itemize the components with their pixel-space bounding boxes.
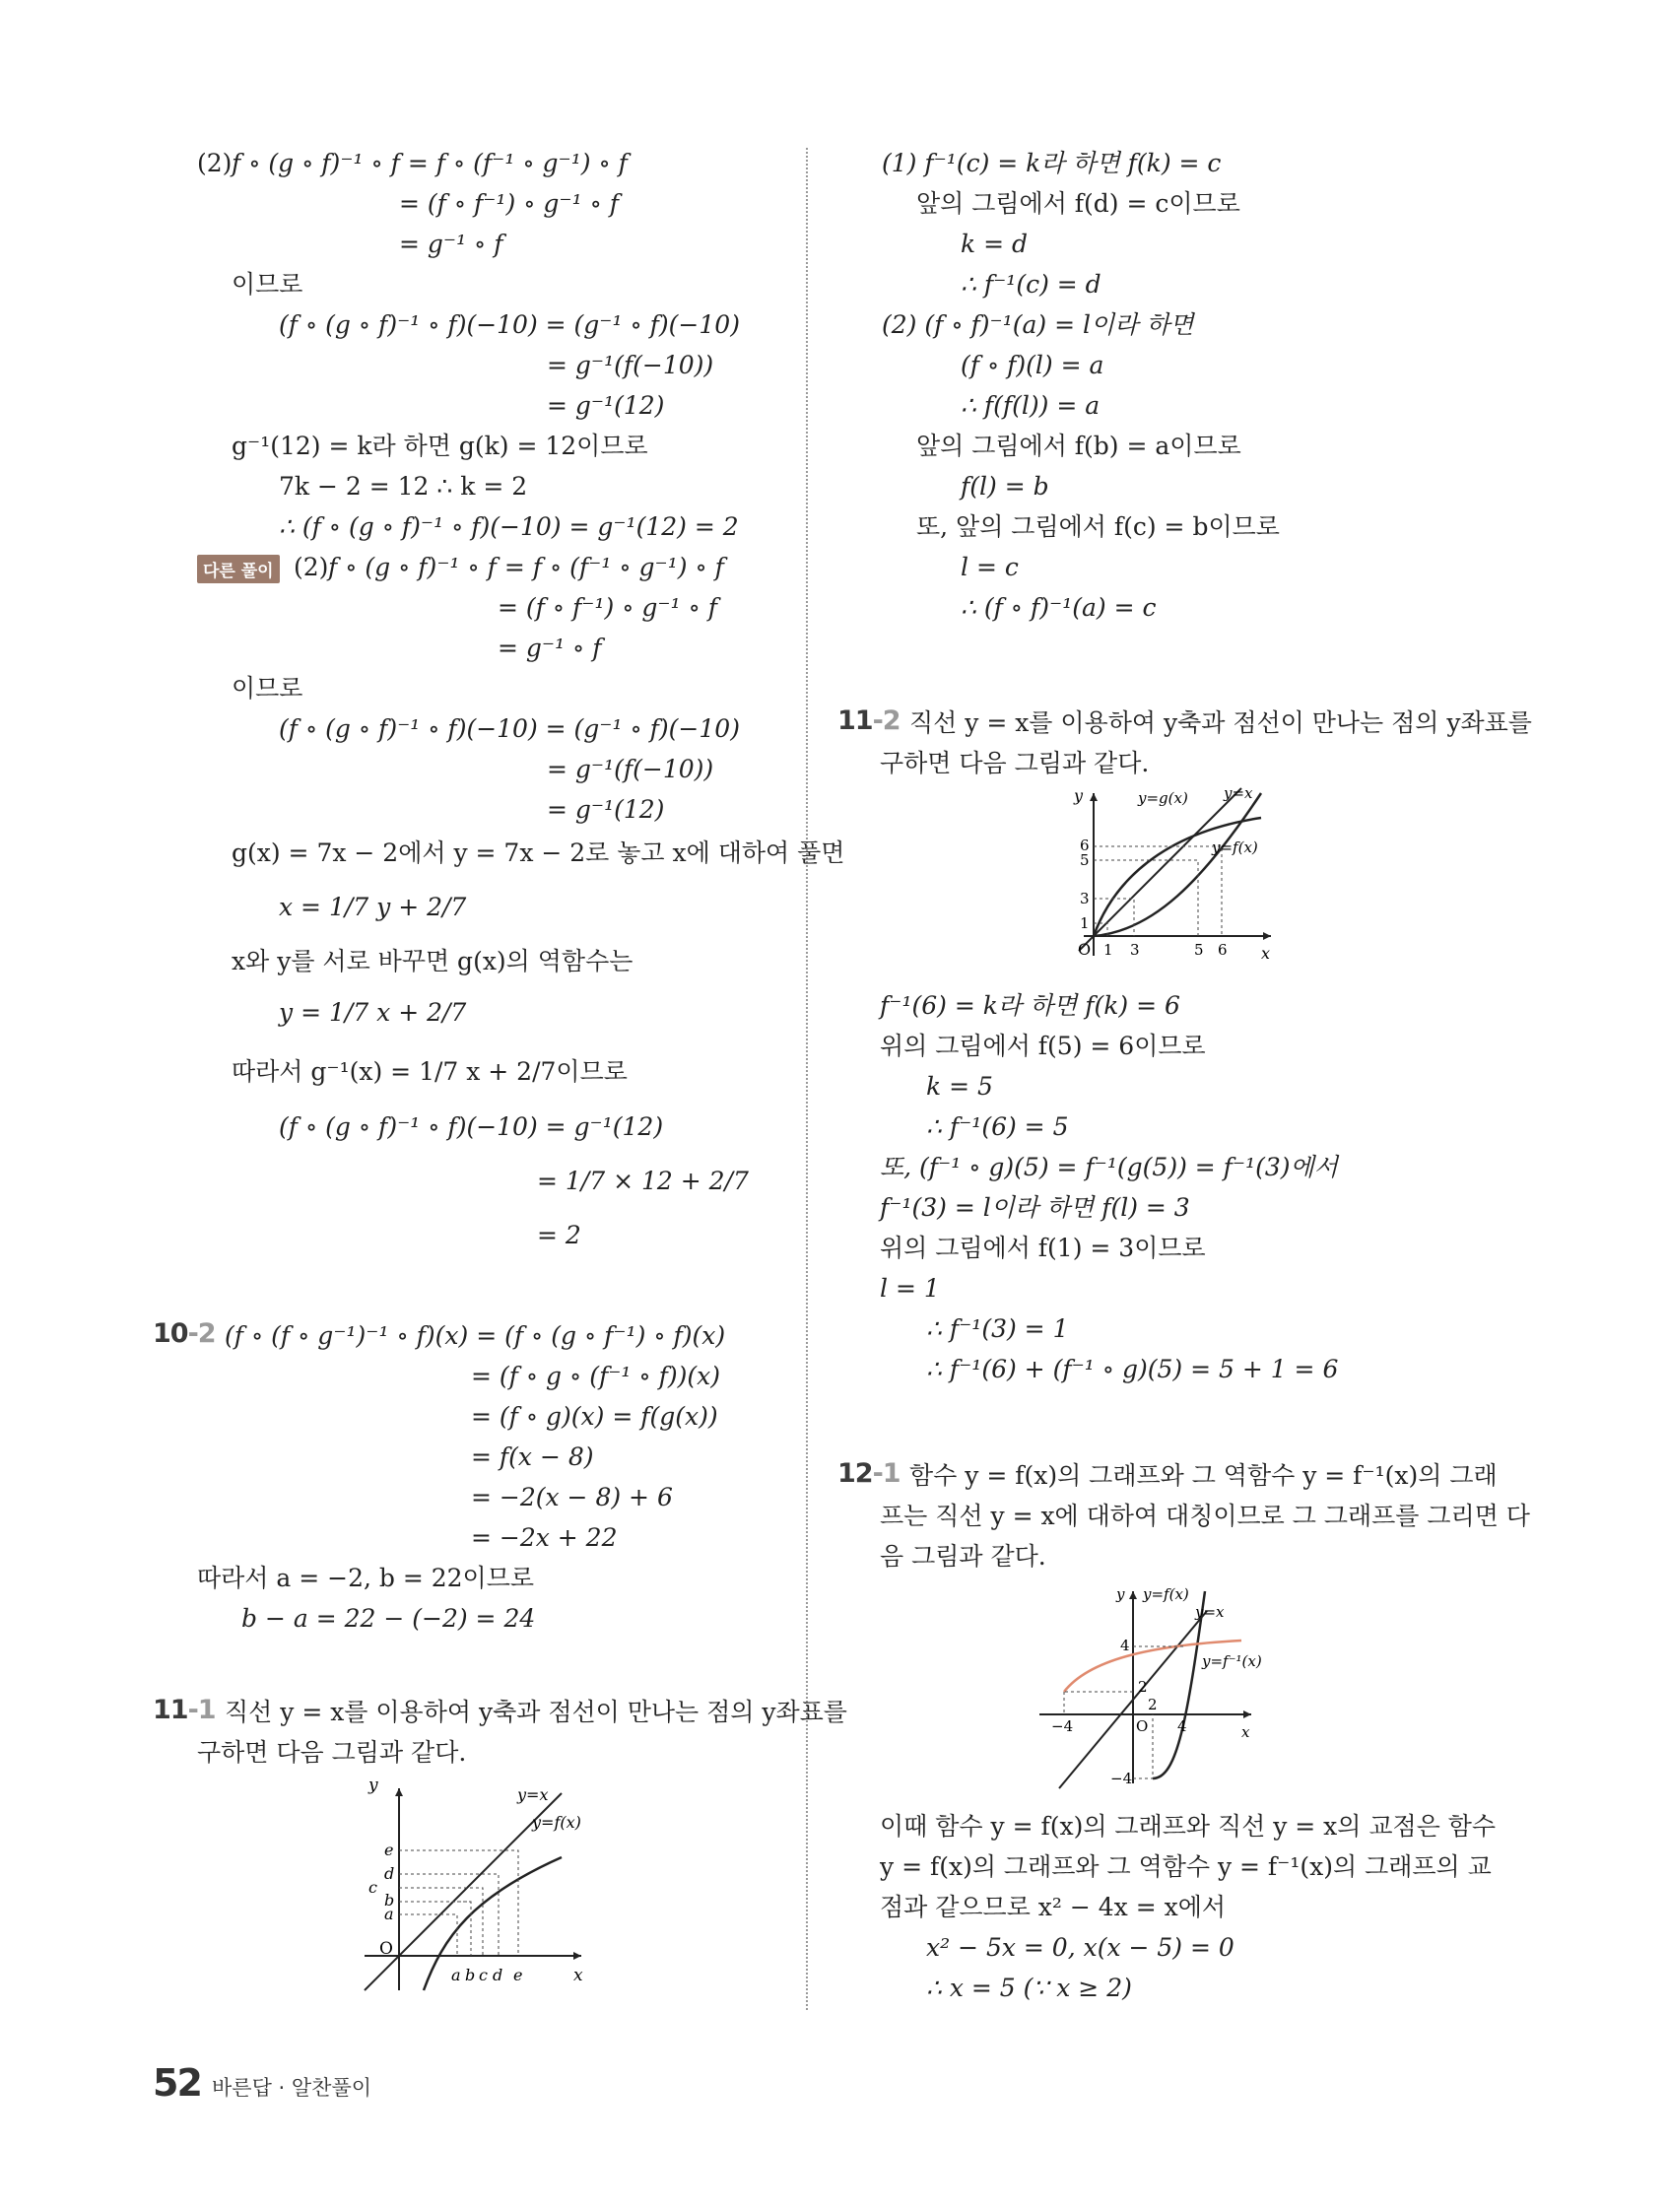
text-line: g(x) = 7x − 2에서 y = 7x − 2로 놓고 x에 대하여 풀면 xyxy=(232,838,845,867)
problem-number: 12-1 xyxy=(837,1458,901,1489)
origin-label: O xyxy=(1078,940,1092,959)
equation-line: = (f ∘ f⁻¹) ∘ g⁻¹ ∘ f xyxy=(399,189,620,218)
y-tick: d xyxy=(384,1864,395,1883)
equation-line: f ∘ (g ∘ f)⁻¹ ∘ f = f ∘ (f⁻¹ ∘ g⁻¹) ∘ f xyxy=(232,149,628,177)
equation-line: = f(x − 8) xyxy=(471,1442,594,1471)
y-tick: 1 xyxy=(1080,914,1090,932)
equation-line: = g⁻¹ ∘ f xyxy=(498,634,602,662)
text-line: 앞의 그림에서 f(b) = a이므로 xyxy=(916,432,1241,460)
y-axis-label: y xyxy=(368,1778,378,1795)
equation-line: k = d xyxy=(961,230,1028,258)
y-tick: a xyxy=(384,1905,394,1923)
equation-line: = −2(x − 8) + 6 xyxy=(471,1483,673,1511)
x-tick: 6 xyxy=(1218,941,1228,959)
text-line: 구하면 다음 그림과 같다. xyxy=(880,749,1150,777)
equation-line: (2) (f ∘ f)⁻¹(a) = l이라 하면 xyxy=(882,310,1194,339)
x-tick: b xyxy=(465,1966,476,1984)
y-axis-label: y xyxy=(1116,1585,1125,1603)
origin-label: O xyxy=(379,1939,393,1959)
equation-line: = (f ∘ g)(x) = f(g(x)) xyxy=(471,1402,718,1431)
equation-line: = g⁻¹(12) xyxy=(547,391,665,420)
equation-line: ∴ (f ∘ f)⁻¹(a) = c xyxy=(961,593,1157,622)
y-tick: 4 xyxy=(1120,1637,1130,1654)
equation-line: ∴ f⁻¹(6) = 5 xyxy=(926,1112,1069,1141)
text-line: 따라서 g⁻¹(x) = 1/7 x + 2/7이므로 xyxy=(232,1057,628,1086)
problem-number: 11-2 xyxy=(837,705,901,736)
graph-11-1 xyxy=(355,1778,591,1995)
text-line: 점과 같으므로 x² − 4x = x에서 xyxy=(880,1893,1227,1921)
equation-line: x = 1/7 y + 2/7 xyxy=(279,893,467,921)
text-line: 이때 함수 y = f(x)의 그래프와 직선 y = x의 교점은 함수 xyxy=(880,1812,1497,1841)
x-axis-label: x xyxy=(1241,1723,1250,1741)
y-tick: 3 xyxy=(1080,890,1090,907)
equation-line: y = 1/7 x + 2/7 xyxy=(279,998,467,1027)
equation-line: 7k − 2 = 12 ∴ k = 2 xyxy=(279,472,528,501)
equation-line: = −2x + 22 xyxy=(471,1523,618,1552)
curve-f-label: y=f(x) xyxy=(1143,1585,1189,1603)
text-line: 위의 그림에서 f(1) = 3이므로 xyxy=(880,1234,1206,1262)
y-tick: 2 xyxy=(1138,1678,1148,1696)
line-label: y=x xyxy=(1224,784,1253,802)
equation-line: ∴ (f ∘ (g ∘ f)⁻¹ ∘ f)(−10) = g⁻¹(12) = 2 xyxy=(279,512,739,541)
x-tick: 4 xyxy=(1177,1717,1187,1735)
problem-number: 10-2 xyxy=(153,1318,216,1349)
curve-g xyxy=(1094,818,1261,936)
equation-line: ∴ f(f(l)) = a xyxy=(961,391,1101,420)
equation-line: = g⁻¹ ∘ f xyxy=(399,230,503,258)
y-axis-label: y xyxy=(1074,786,1084,805)
curve-f-inverse-label: y=f⁻¹(x) xyxy=(1202,1652,1262,1670)
line-label: y=x xyxy=(1195,1603,1225,1621)
equation-line: (f ∘ (g ∘ f)⁻¹ ∘ f)(−10) = (g⁻¹ ∘ f)(−10) xyxy=(279,310,740,339)
text-line: 음 그림과 같다. xyxy=(880,1542,1046,1571)
equation-line: ∴ f⁻¹(c) = d xyxy=(961,270,1101,299)
text-line: 구하면 다음 그림과 같다. xyxy=(197,1738,467,1767)
problem-number: 11-1 xyxy=(153,1695,216,1725)
x-axis-label: x xyxy=(1261,944,1271,963)
curve-label: y=f(x) xyxy=(532,1813,581,1832)
column-divider xyxy=(806,148,808,2010)
text-line: g⁻¹(12) = k라 하면 g(k) = 12이므로 xyxy=(232,432,648,460)
equation-line: (f ∘ (f ∘ g⁻¹)⁻¹ ∘ f)(x) = (f ∘ (g ∘ f⁻¹) ∘ f)(x) xyxy=(225,1321,726,1350)
equation-line: f⁻¹(3) = l이라 하면 f(l) = 3 xyxy=(880,1193,1190,1222)
text-line: 따라서 a = −2, b = 22이므로 xyxy=(197,1564,534,1592)
text-line: 앞의 그림에서 f(d) = c이므로 xyxy=(916,189,1240,218)
text-line: x와 y를 서로 바꾸면 g(x)의 역함수는 xyxy=(232,947,634,975)
y-tick: b xyxy=(384,1891,395,1910)
alt-solution-tag: 다른 풀이 xyxy=(197,555,280,583)
text-line: 함수 y = f(x)의 그래프와 그 역함수 y = f⁻¹(x)의 그래 xyxy=(909,1461,1498,1490)
step-label: (2) xyxy=(197,149,233,177)
text-line: 직선 y = x를 이용하여 y축과 점선이 만나는 점의 y좌표를 xyxy=(225,1698,847,1726)
y-tick: 6 xyxy=(1080,837,1090,854)
equation-line: (f ∘ (g ∘ f)⁻¹ ∘ f)(−10) = (g⁻¹ ∘ f)(−10) xyxy=(279,714,740,743)
equation-line: = 1/7 × 12 + 2/7 xyxy=(537,1167,749,1195)
equation-line: (f ∘ f)(l) = a xyxy=(961,351,1104,379)
text-line: 위의 그림에서 f(5) = 6이므로 xyxy=(880,1032,1206,1060)
line-y-equals-x xyxy=(1079,788,1241,951)
x-tick: 2 xyxy=(1148,1696,1158,1713)
x-tick: e xyxy=(513,1966,523,1984)
equation-line: 또, (f⁻¹ ∘ g)(5) = f⁻¹(g(5)) = f⁻¹(3)에서 xyxy=(880,1153,1338,1181)
equation-line: l = 1 xyxy=(880,1274,940,1303)
curve-g-label: y=g(x) xyxy=(1138,789,1188,807)
x-tick: 3 xyxy=(1130,941,1140,959)
text-line: 이므로 xyxy=(232,674,303,703)
x-tick: 5 xyxy=(1194,941,1204,959)
y-tick: 5 xyxy=(1080,851,1090,869)
line-label: y=x xyxy=(517,1785,549,1804)
equation-line: = (f ∘ g ∘ (f⁻¹ ∘ f))(x) xyxy=(471,1362,720,1390)
text-line: y = f(x)의 그래프와 그 역함수 y = f⁻¹(x)의 그래프의 교 xyxy=(880,1852,1492,1881)
origin-label: O xyxy=(1136,1717,1149,1735)
y-tick: c xyxy=(368,1878,377,1897)
equation-line: ∴ f⁻¹(6) + (f⁻¹ ∘ g)(5) = 5 + 1 = 6 xyxy=(926,1355,1339,1383)
y-tick: −4 xyxy=(1110,1770,1133,1787)
equation-line: (1) f⁻¹(c) = k라 하면 f(k) = c xyxy=(882,149,1222,177)
y-tick: e xyxy=(384,1841,394,1859)
text-line: 직선 y = x를 이용하여 y축과 점선이 만나는 점의 y좌표를 xyxy=(909,708,1532,737)
x-axis-label: x xyxy=(573,1966,583,1985)
x-tick: −4 xyxy=(1051,1717,1074,1735)
text-line: 이므로 xyxy=(232,270,303,299)
curve-f-label: y=f(x) xyxy=(1212,838,1258,856)
equation-line: = g⁻¹(f(−10)) xyxy=(547,351,714,379)
text-line: 또, 앞의 그림에서 f(c) = b이므로 xyxy=(916,512,1280,541)
x-tick: 1 xyxy=(1103,941,1113,959)
step-label: (2) xyxy=(294,553,329,581)
equation-line: = g⁻¹(f(−10)) xyxy=(547,755,714,783)
equation-line: x² − 5x = 0, x(x − 5) = 0 xyxy=(926,1933,1234,1962)
x-tick: d xyxy=(493,1966,503,1984)
equation-line: f⁻¹(6) = k라 하면 f(k) = 6 xyxy=(880,991,1180,1020)
graph-12-1 xyxy=(1030,1581,1266,1793)
equation-line: ∴ f⁻¹(3) = 1 xyxy=(926,1314,1069,1343)
graph-11-2 xyxy=(1064,783,1281,971)
equation-line: = 2 xyxy=(537,1221,581,1249)
equation-line: f(l) = b xyxy=(961,472,1049,501)
page-number: 52 xyxy=(153,2061,201,2105)
x-tick: c xyxy=(479,1966,488,1984)
book-title: 바른답 · 알찬풀이 xyxy=(212,2076,372,2100)
equation-line: k = 5 xyxy=(926,1072,993,1101)
equation-line: ∴ x = 5 (∵ x ≥ 2) xyxy=(926,1974,1132,2002)
equation-line: f ∘ (g ∘ f)⁻¹ ∘ f = f ∘ (f⁻¹ ∘ g⁻¹) ∘ f xyxy=(328,553,724,581)
x-tick: a xyxy=(451,1966,461,1984)
equation-line: (f ∘ (g ∘ f)⁻¹ ∘ f)(−10) = g⁻¹(12) xyxy=(279,1112,664,1141)
equation-line: = (f ∘ f⁻¹) ∘ g⁻¹ ∘ f xyxy=(498,593,718,622)
equation-line: b − a = 22 − (−2) = 24 xyxy=(241,1604,536,1633)
equation-line: = g⁻¹(12) xyxy=(547,795,665,824)
curve-f xyxy=(1094,793,1261,936)
equation-line: l = c xyxy=(961,553,1019,581)
text-line: 프는 직선 y = x에 대하여 대칭이므로 그 그래프를 그리면 다 xyxy=(880,1502,1530,1530)
